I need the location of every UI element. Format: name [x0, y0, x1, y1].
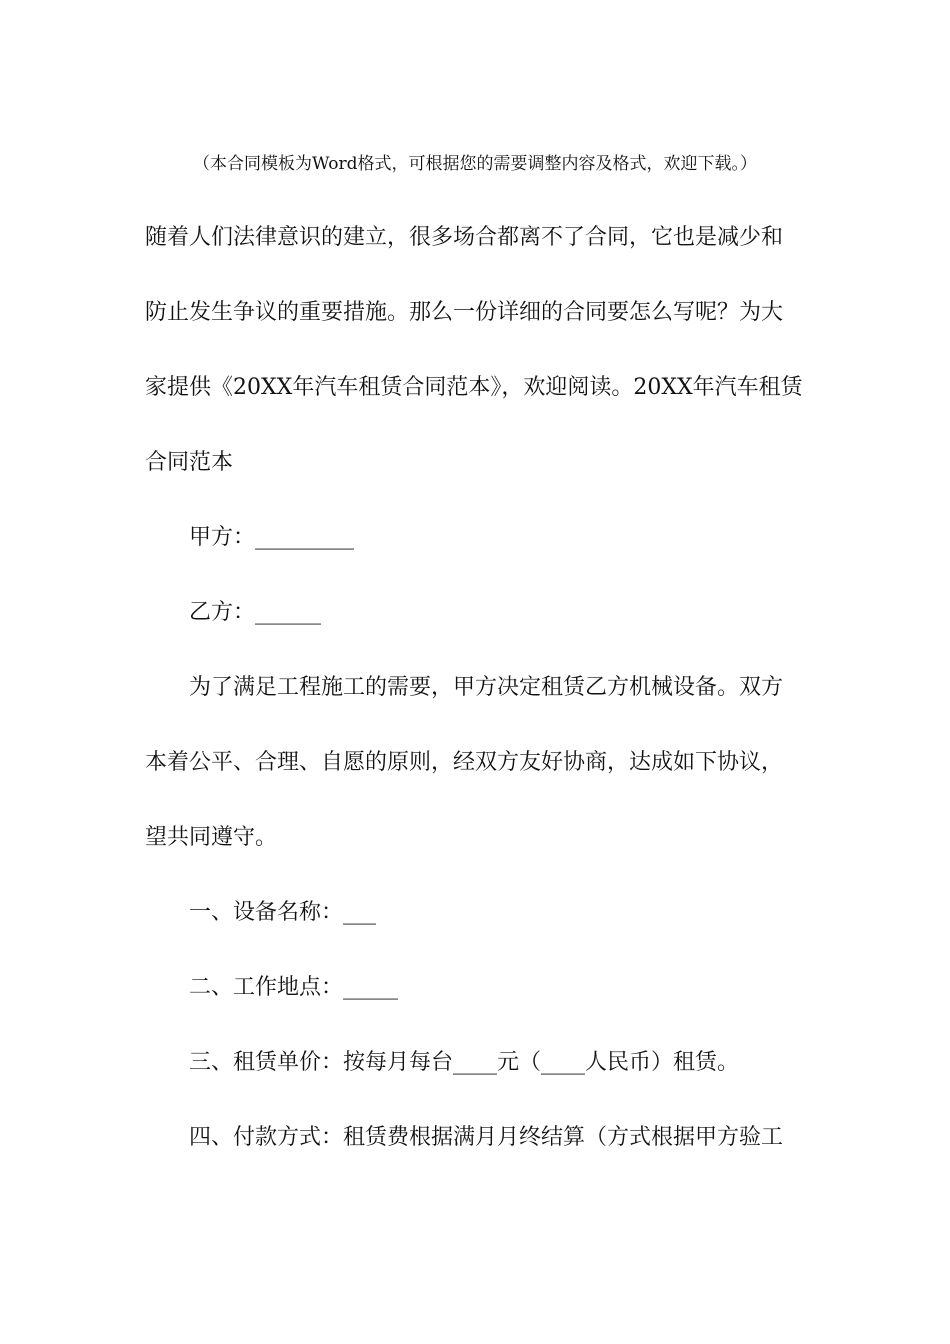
clause-unit-price: 三、租赁单价：按每月每台____元（____人民币）租赁。	[189, 1050, 740, 1075]
party-a: 甲方：_________	[189, 525, 355, 550]
clause-payment-method: 四、付款方式：租赁费根据满月月终结算（方式根据甲方验工	[189, 1125, 784, 1150]
purpose-line-3: 望共同遵守。	[145, 825, 278, 850]
party-b: 乙方：______	[189, 600, 322, 625]
intro-line-3: 家提供《20XX年汽车租赁合同范本》，欢迎阅读。20XX年汽车租赁	[145, 375, 803, 400]
clause-work-location: 二、工作地点：_____	[189, 975, 399, 1000]
purpose-line-1: 为了满足工程施工的需要，甲方决定租赁乙方机械设备。双方	[189, 675, 784, 700]
purpose-line-2: 本着公平、合理、自愿的原则，经双方友好协商，达成如下协议，	[145, 750, 784, 775]
intro-line-4: 合同范本	[145, 450, 234, 475]
clause-equipment-name: 一、设备名称：___	[189, 900, 377, 925]
template-note: （本合同模板为Word格式，可根据您的需要调整内容及格式，欢迎下载。）	[192, 154, 758, 174]
intro-line-1: 随着人们法律意识的建立，很多场合都离不了合同，它也是减少和	[145, 225, 784, 250]
intro-line-2: 防止发生争议的重要措施。那么一份详细的合同要怎么写呢？为大	[145, 300, 784, 325]
